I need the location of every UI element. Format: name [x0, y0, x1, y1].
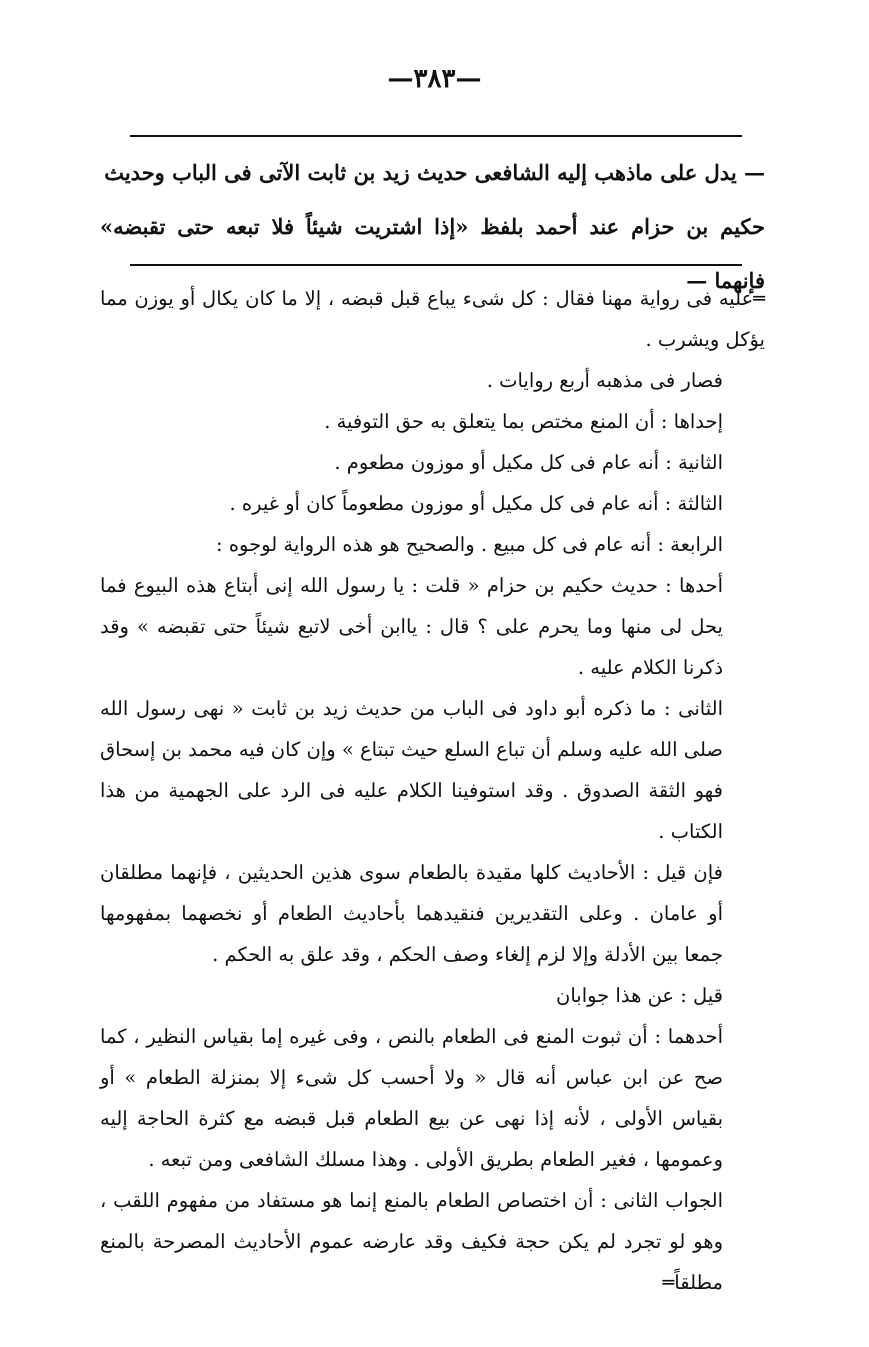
- body-paragraph: الثالثة : أنه عام فى كل مكيل أو موزون مطعوماً كان أو غيره .: [229, 492, 723, 515]
- header-line: حكيم بن حزام عند أحمد بلفظ «إذا اشتريت شيئاً فلا تبعه حتى تقبضه» فإنهما —: [100, 214, 765, 293]
- body-paragraph: الرابعة : أنه عام فى كل مبيع . والصحيح هو هذه الرواية لوجوه :: [216, 533, 723, 556]
- header-bottom-rule: [130, 264, 742, 266]
- header-line: — يدل على ماذهب إليه الشافعى حديث زيد بن ثابت الآتى فى الباب وحديث: [104, 160, 765, 185]
- body-paragraph: إحداها : أن المنع مختص بما يتعلق به حق التوفية .: [324, 410, 723, 433]
- body-paragraph: الجواب الثانى : أن اختصاص الطعام بالمنع إنما هو مستفاد من مفهوم اللقب ، وهو لو تجرد لم يكن حجة فكيف وقد عارضه عموم الأحاديث المصرحة بالمنع مطلقاً═: [100, 1189, 723, 1294]
- header-top-rule: [130, 135, 742, 137]
- body-paragraph: فصار فى مذهبه أربع روايات .: [486, 369, 723, 392]
- body-paragraph: أحدهما : أن ثبوت المنع فى الطعام بالنص ، وفى غيره إما بقياس النظير ، كما صح عن ابن عباس أنه قال « ولا أحسب كل شىء إلا بمنزلة الطعام » أو بقياس الأولى ، لأنه إذا نهى عن بيع الطعام قبل قبضه مع كثرة الحاجة إليه وعمومها ، فغير الطعام بطريق الأولى . وهذا مسلك الشافعى ومن تبعه .: [100, 1025, 723, 1171]
- page-number: —٣٨٣—: [387, 64, 482, 94]
- body-text-block: [100, 278, 765, 1303]
- body-paragraph: ═عليه فى رواية مهنا فقال : كل شىء يباع قبل قبضه ، إلا ما كان يكال أو يوزن مما يؤكل ويشرب .: [100, 287, 765, 351]
- body-paragraph: الثانية : أنه عام فى كل مكيل أو موزون مطعوم .: [334, 451, 723, 474]
- body-paragraph: الثانى : ما ذكره أبو داود فى الباب من حديث زيد بن ثابت « نهى رسول الله صلى الله عليه وسلم أن تباع السلع حيث تبتاع » وإن كان فيه محمد بن إسحاق فهو الثقة الصدوق . وقد استوفينا الكلام عليه فى الرد على الجهمية من هذا الكتاب .: [100, 697, 723, 843]
- body-paragraph: قيل : عن هذا جوابان: [556, 984, 723, 1007]
- body-paragraph: أحدها : حديث حكيم بن حزام « قلت : يا رسول الله إنى أبتاع هذه البيوع فما يحل لى منها وما يحرم على ؟ قال : ياابن أخى لاتبع شيئاً حتى تقبضه » وقد ذكرنا الكلام عليه .: [100, 574, 723, 679]
- body-paragraph: فإن قيل : الأحاديث كلها مقيدة بالطعام سوى هذين الحديثين ، فإنهما مطلقان أو عامان . وعلى التقديرين فنقيدهما بأحاديث الطعام أو نخصهما بمفهومها جمعا بين الأدلة وإلا لزم إلغاء وصف الحكم ، وقد علق به الحكم .: [100, 861, 723, 966]
